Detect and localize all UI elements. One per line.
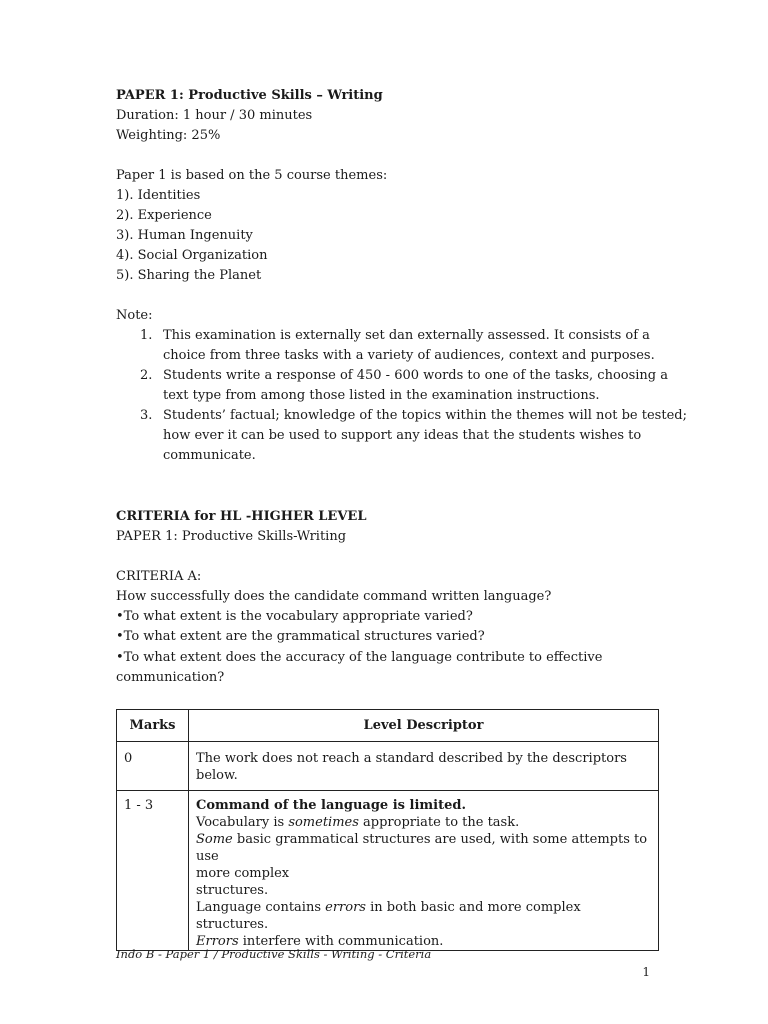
note-line: This examination is externally set dan externally assessed. It consists of a: [163, 328, 650, 343]
note-line: how ever it can be used to support any ideas that the students wishes to: [163, 428, 642, 443]
theme-item: 2). Experience: [116, 208, 212, 223]
descriptor-cell: [189, 791, 659, 951]
theme-item: 1). Identities: [116, 188, 201, 203]
note-line: choice from three tasks with a variety of audiences, context and purposes.: [163, 348, 655, 363]
table-row: [117, 742, 659, 791]
criteria-bullet: •To what extent does the accuracy of the language contribute to effective: [116, 650, 603, 665]
level-descriptor-header: Level Descriptor: [189, 710, 659, 742]
descriptor-text: The work does not reach a standard described by the descriptors below.: [196, 751, 627, 783]
theme-item: 4). Social Organization: [116, 248, 268, 263]
marks-value: 1 - 3: [124, 798, 154, 813]
criteria-bullet: •To what extent is the vocabulary appropriate varied?: [116, 609, 473, 624]
paper-duration: Duration: 1 hour / 30 minutes: [116, 108, 313, 123]
paper-title: PAPER 1: Productive Skills – Writing: [116, 88, 383, 103]
theme-item: 5). Sharing the Planet: [116, 268, 262, 283]
descriptor-line: Language contains errors in both basic and more complex structures.: [196, 900, 581, 932]
marks-cell: [117, 791, 189, 951]
table-row: [117, 791, 659, 951]
descriptor-line: Errors interfere with communication.: [196, 934, 444, 949]
criteria-heading: CRITERIA for HL -HIGHER LEVEL: [116, 509, 367, 524]
criteria-table: [116, 709, 659, 951]
table-header-row: [117, 710, 659, 742]
note-label: Note:: [116, 308, 153, 323]
page-number: 1: [642, 965, 650, 979]
paper-weighting: Weighting: 25%: [116, 128, 221, 143]
descriptor-line: more complex: [196, 866, 290, 881]
note-line: Students write a response of 450 - 600 words to one of the tasks, choosing a: [163, 368, 669, 383]
note-line: text type from among those listed in the examination instructions.: [163, 388, 600, 403]
marks-value: 0: [124, 751, 133, 766]
theme-item: 3). Human Ingenuity: [116, 228, 253, 243]
descriptor-line: Vocabulary is sometimes appropriate to the task.: [196, 815, 520, 830]
criteria-a-label: CRITERIA A:: [116, 569, 202, 584]
descriptor-line: structures.: [196, 883, 269, 898]
criteria-subheading: PAPER 1: Productive Skills-Writing: [116, 529, 347, 544]
note-line: Students’ factual; knowledge of the topics within the themes will not be tested;: [163, 408, 687, 423]
criteria-question: How successfully does the candidate command written language?: [116, 589, 552, 604]
criteria-bullet: •To what extent are the grammatical structures varied?: [116, 629, 485, 644]
note-number: 2.: [140, 368, 153, 383]
note-line: communicate.: [163, 448, 256, 463]
note-number: 3.: [140, 408, 153, 423]
note-number: 1.: [140, 328, 153, 343]
criteria-bullet: communication?: [116, 670, 225, 685]
descriptor-title: Command of the language is limited.: [196, 798, 466, 813]
themes-intro: Paper 1 is based on the 5 course themes:: [116, 168, 388, 183]
marks-header: Marks: [117, 710, 189, 742]
page-footer: Indo B - Paper 1 / Productive Skills - Writing - Criteria: [116, 947, 432, 961]
descriptor-cell: [189, 742, 659, 791]
marks-cell: [117, 742, 189, 791]
descriptor-line: Some basic grammatical structures are used, with some attempts to use: [196, 832, 648, 864]
